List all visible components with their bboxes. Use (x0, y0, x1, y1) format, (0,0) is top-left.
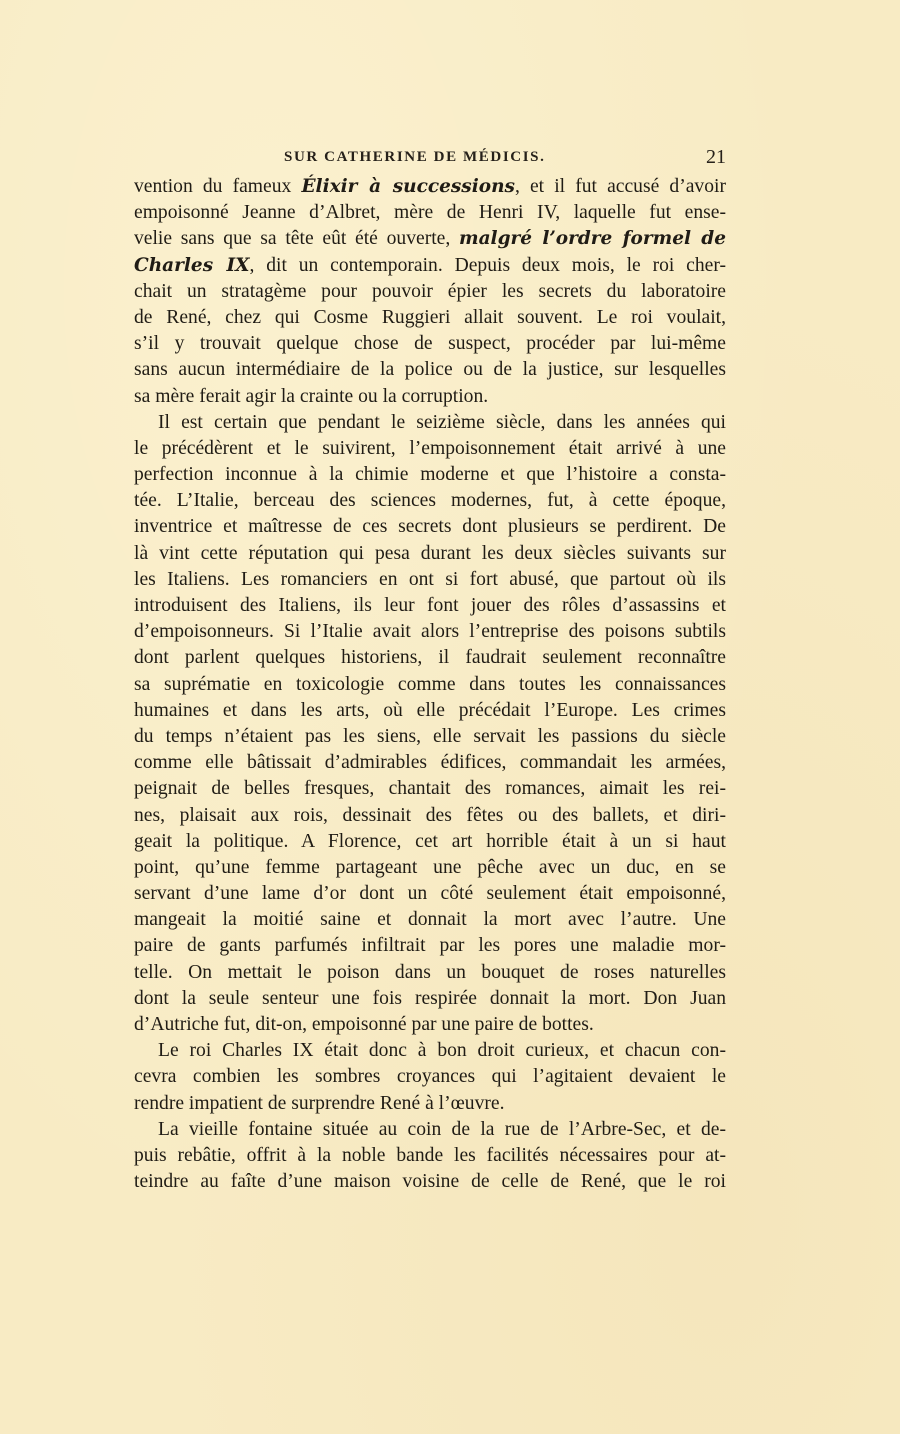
text-run: , et il fut accusé d’avoir (514, 176, 726, 197)
text-run: d’empoisonneurs. Si l’Italie avait alors l’entreprise des poisons subtils (134, 621, 726, 643)
text-line (134, 750, 726, 776)
text-line (134, 226, 726, 252)
text-run: teindre au faîte d’une maison voisine de celle de René, que le roi (134, 1171, 726, 1193)
text-run: , dit un contemporain. Depuis deux mois, le roi cher- (249, 254, 726, 276)
text-line (134, 174, 726, 200)
text-run: les Italiens. Les romanciers en ont si fort abusé, que partout où ils (134, 568, 726, 590)
text-line (134, 1064, 726, 1090)
text-run: s’il y trouvait quelque chose de suspect, procéder par lui-même (134, 333, 726, 355)
text-run: vention du fameux (134, 176, 302, 197)
text-line (134, 488, 726, 514)
text-line (134, 1091, 726, 1117)
text-run: geait la politique. A Florence, cet art horrible était à un si haut (134, 830, 726, 852)
text-run: sa mère ferait agir la crainte ou la corruption. (134, 385, 489, 407)
text-line (134, 803, 726, 829)
text-line (134, 541, 726, 567)
text-run: La vieille fontaine située au coin de la rue de l’Arbre-Sec, et de- (158, 1118, 726, 1140)
text-run: du temps n’étaient pas les siens, elle servait les passions du siècle (134, 725, 726, 747)
paragraph (134, 410, 726, 1039)
text-line (134, 724, 726, 750)
text-line (134, 829, 726, 855)
text-line (134, 1012, 726, 1038)
text-run: de René, chez qui Cosme Ruggieri allait souvent. Le roi voulait, (134, 306, 726, 328)
text-run: peignait de belles fresques, chantait des romances, aimait les rei- (134, 778, 726, 800)
text-run: point, qu’une femme partageant une pêche avec un duc, en se (134, 856, 726, 878)
text-run: comme elle bâtissait d’admirables édifices, commandait les armées, (134, 752, 726, 774)
text-run: telle. On mettait le poison dans un bouquet de roses naturelles (134, 961, 726, 983)
text-run: chait un stratagème pour pouvoir épier les secrets du laboratoire (134, 280, 726, 302)
text-run: perfection inconnue à la chimie moderne et que l’histoire a consta- (134, 464, 726, 486)
text-line (134, 776, 726, 802)
text-line (134, 593, 726, 619)
text-run: sans aucun intermédiaire de la police ou de la justice, sur lesquelles (134, 359, 726, 381)
text-run: mangeait la moitié saine et donnait la mort avec l’autre. Une (134, 909, 726, 931)
text-line (134, 253, 726, 279)
italic-text: malgré l’ordre formel de (459, 228, 726, 250)
text-line (134, 331, 726, 357)
text-line (134, 1038, 726, 1064)
text-run: paire de gants parfumés infiltrait par les pores une maladie mor- (134, 935, 726, 957)
text-run: humaines et dans les arts, où elle précédait l’Europe. Les crimes (134, 699, 726, 721)
paragraph (134, 1038, 726, 1117)
text-line (134, 462, 726, 488)
page-number: 21 (706, 146, 726, 168)
body-text (134, 174, 726, 1195)
paragraph (134, 1117, 726, 1196)
book-page (134, 146, 726, 1195)
text-run: là vint cette réputation qui pesa durant les deux siècles suivants sur (134, 542, 726, 564)
italic-text: Élixir à successions (301, 176, 515, 197)
italic-text: Charles IX (134, 254, 250, 276)
text-line (134, 200, 726, 226)
text-line (134, 1169, 726, 1195)
text-line (134, 907, 726, 933)
text-line (134, 933, 726, 959)
text-run: Le roi Charles IX était donc à bon droit curieux, et chacun con- (158, 1040, 726, 1062)
text-line (134, 357, 726, 383)
text-run: rendre impatient de surprendre René à l’œuvre. (134, 1092, 505, 1114)
text-line (134, 1117, 726, 1143)
text-run: dont la seule senteur une fois respirée donnait la mort. Don Juan (134, 987, 726, 1009)
text-line (134, 1143, 726, 1169)
text-run: dont parlent quelques historiens, il faudrait seulement reconnaître (134, 647, 726, 669)
text-line (134, 986, 726, 1012)
text-line (134, 410, 726, 436)
text-run: inventrice et maîtresse de ces secrets dont plusieurs se perdirent. De (134, 516, 726, 538)
text-run: tée. L’Italie, berceau des sciences modernes, fut, à cette époque, (134, 490, 726, 512)
text-line (134, 698, 726, 724)
text-run: velie sans que sa tête eût été ouverte, (134, 228, 459, 250)
text-run: le précédèrent et le suivirent, l’empoisonnement était arrivé à une (134, 437, 726, 459)
text-line (134, 514, 726, 540)
text-run: servant d’une lame d’or dont un côté seulement était empoisonné, (134, 883, 726, 905)
paragraph (134, 174, 726, 410)
text-run: puis rebâtie, offrit à la noble bande les facilités nécessaires pour at- (134, 1144, 726, 1166)
text-line (134, 436, 726, 462)
text-run: cevra combien les sombres croyances qui l’agitaient devaient le (134, 1066, 726, 1088)
text-line (134, 672, 726, 698)
text-run: d’Autriche fut, dit-on, empoisonné par une paire de bottes. (134, 1014, 594, 1035)
text-run: empoisonné Jeanne d’Albret, mère de Henri IV, laquelle fut ense- (134, 202, 726, 224)
text-line (134, 855, 726, 881)
running-head (134, 146, 726, 172)
text-line (134, 960, 726, 986)
text-run: nes, plaisait aux rois, dessinait des fêtes ou des ballets, et diri- (134, 804, 726, 826)
text-line (134, 384, 726, 410)
text-line (134, 619, 726, 645)
text-line (134, 881, 726, 907)
text-line (134, 645, 726, 671)
text-run: introduisent des Italiens, ils leur font jouer des rôles d’assassins et (134, 595, 726, 616)
running-title: SUR CATHERINE DE MÉDICIS. (284, 149, 546, 165)
text-line (134, 567, 726, 593)
text-line (134, 279, 726, 305)
text-line (134, 305, 726, 331)
text-run: Il est certain que pendant le seizième siècle, dans les années qui (158, 411, 726, 433)
text-run: sa suprématie en toxicologie comme dans toutes les connaissances (134, 673, 726, 695)
